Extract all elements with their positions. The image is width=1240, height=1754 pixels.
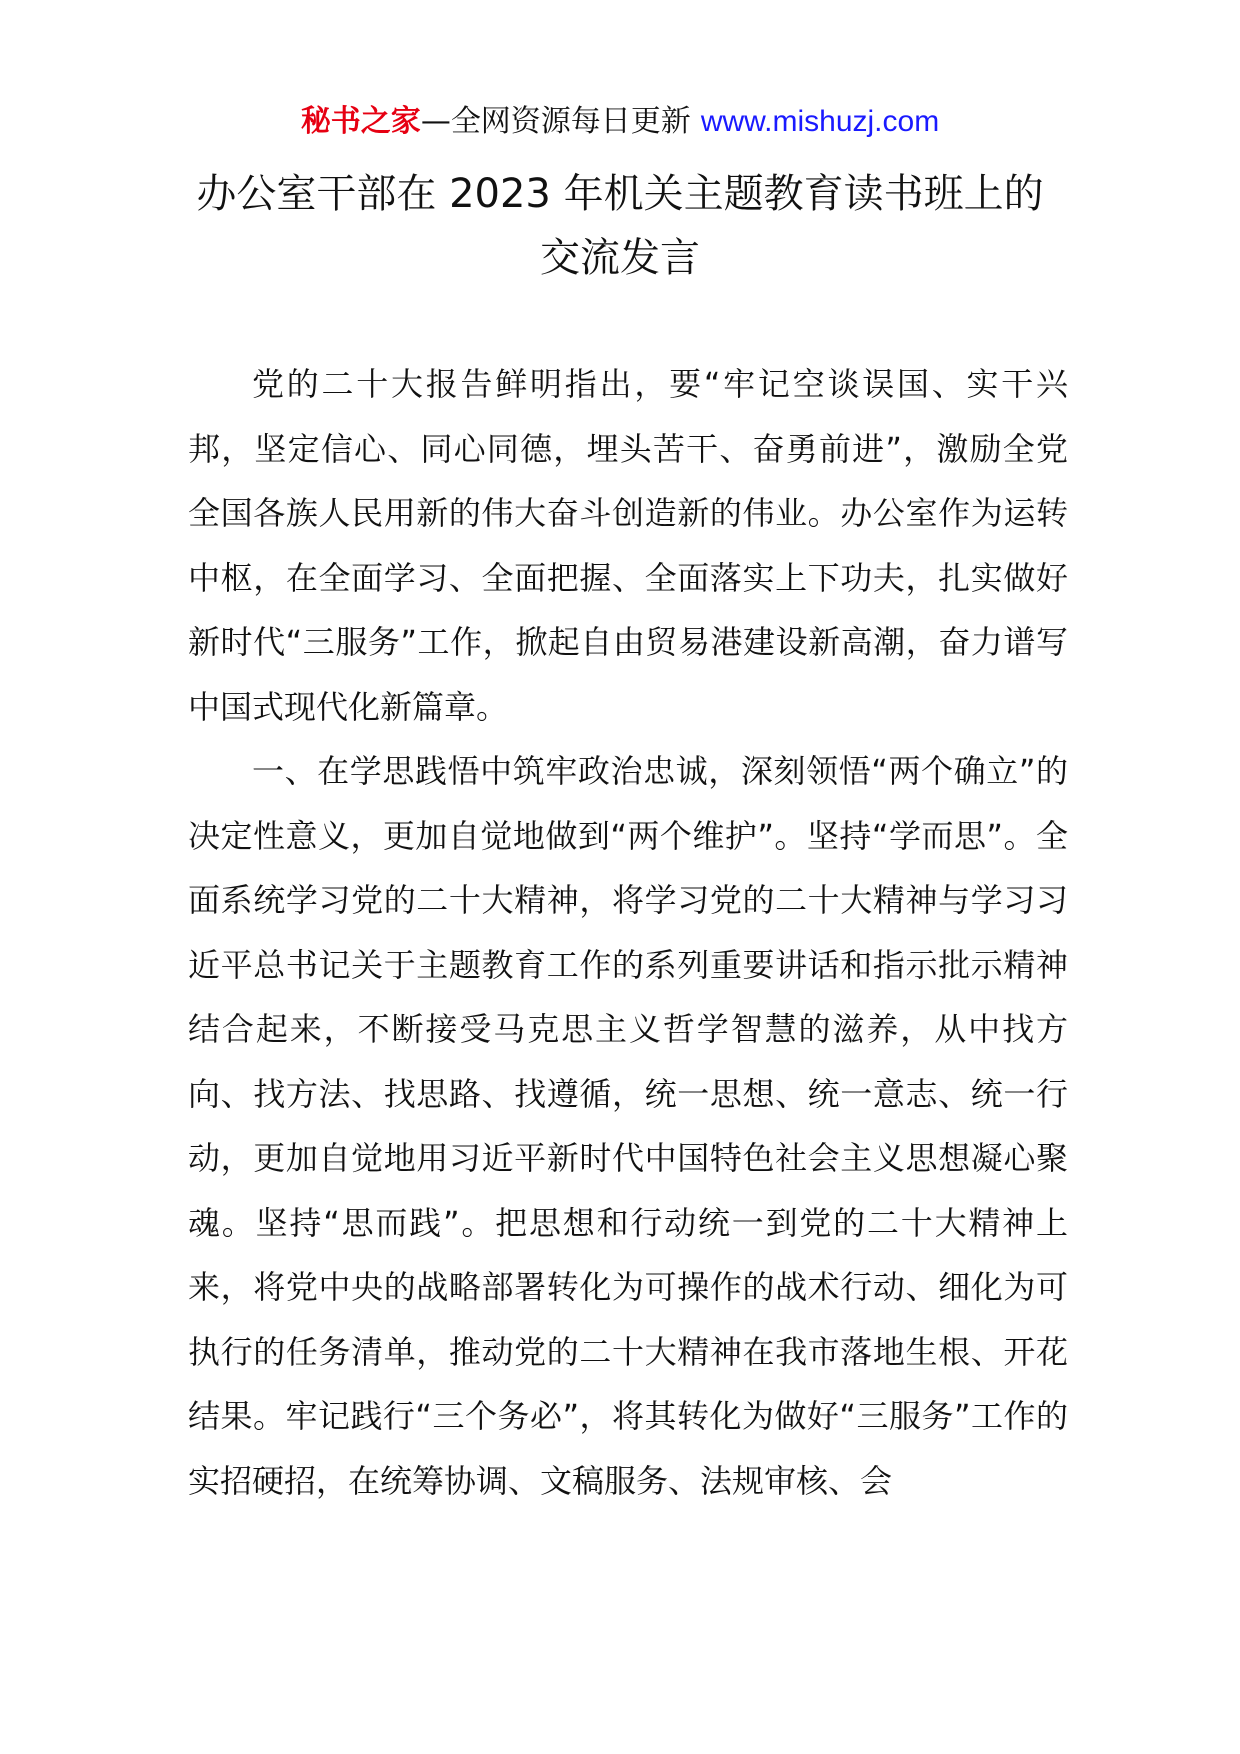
header-tagline: —全网资源每日更新: [420, 104, 691, 139]
document-title: [150, 162, 1090, 290]
site-url-link[interactable]: www.mishuzj.com: [700, 105, 940, 138]
paragraph-section-1: 一、在学思践悟中筑牢政治忠诚，深刻领悟“两个确立”的决定性意义，更加自觉地做到“两个维护”。坚持“学而思”。全面系统学习党的二十大精神，将学习党的二十大精神与学习习近平总书记关于主题教育工作的系列重要讲话和指示批示精神结合起来，不断接受马克思主义哲学智慧的滋养，从中找方向、找方法、找思路、找遵循，统一思想、统一意志、统一行动，更加自觉地用习近平新时代中国特色社会主义思想凝心聚魂。坚持“思而践”。把思想和行动统一到党的二十大精神上来，将党中央的战略部署转化为可操作的战术行动、细化为可执行的任务清单，推动党的二十大精神在我市落地生根、开花结果。牢记践行“三个务必”，将其转化为做好“三服务”工作的实招硬招，在统筹协调、文稿服务、法规审核、会: [188, 752, 1068, 1500]
title-line-2: 交流发言: [540, 235, 700, 281]
document-body: [188, 352, 1068, 1513]
title-line-1: 办公室干部在 2023 年机关主题教育读书班上的: [196, 171, 1044, 217]
brand-name: 秘书之家: [300, 104, 421, 139]
site-header: [0, 100, 1240, 144]
paragraph-intro: 党的二十大报告鲜明指出，要“牢记空谈误国、实干兴邦，坚定信心、同心同德，埋头苦干、奋勇前进”，激励全党全国各族人民用新的伟大奋斗创造新的伟业。办公室作为运转中枢，在全面学习、全面把握、全面落实上下功夫，扎实做好新时代“三服务”工作，掀起自由贸易港建设新高潮，奋力谱写中国式现代化新篇章。: [188, 365, 1068, 726]
